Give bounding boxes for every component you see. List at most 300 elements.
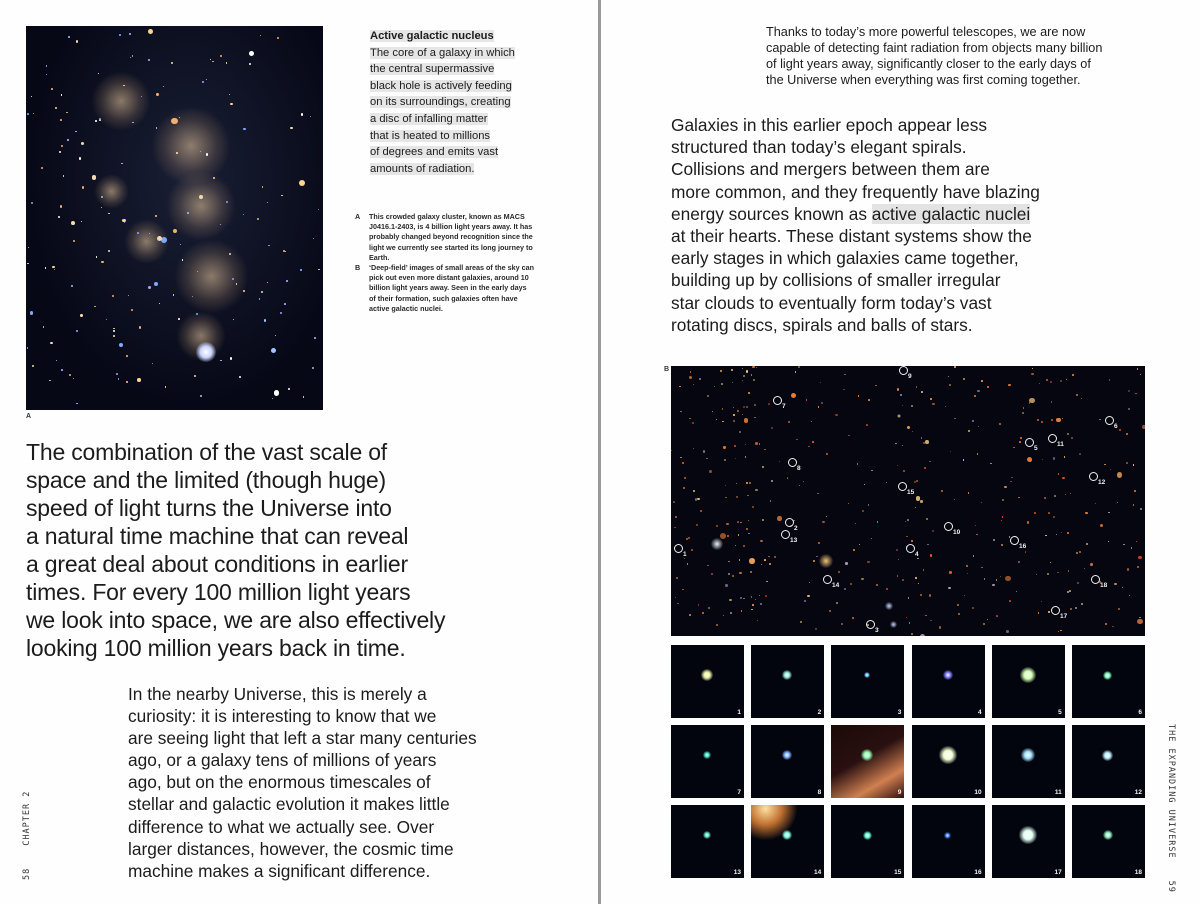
star (99, 118, 101, 120)
star (1008, 384, 1010, 386)
star (996, 615, 998, 617)
thumbnail-number: 16 (974, 869, 982, 876)
star (966, 565, 968, 567)
star (752, 506, 754, 508)
star (1023, 407, 1024, 408)
star (838, 571, 840, 573)
galaxy-core (782, 750, 792, 760)
star (1086, 543, 1088, 545)
galaxy-thumbnail (992, 725, 1065, 798)
thumbnail-number: 14 (813, 869, 822, 876)
star (902, 445, 903, 446)
star (911, 633, 913, 635)
star (777, 516, 781, 520)
star (171, 118, 177, 124)
star (804, 600, 806, 602)
star (941, 490, 943, 492)
glossary-title: Active galactic nucleus (370, 30, 494, 42)
intro-line: capable of detecting faint radiation from objects many billion (766, 41, 1103, 55)
body-text: energy sources known as (671, 203, 872, 224)
star (720, 370, 722, 372)
star (755, 599, 756, 600)
star (1104, 464, 1105, 465)
star (745, 444, 746, 445)
star (55, 107, 57, 109)
body-line: Galaxies in this earlier epoch appear less (671, 115, 988, 135)
star (1062, 418, 1063, 419)
star (743, 406, 745, 408)
star (920, 634, 925, 636)
star (27, 113, 29, 115)
star (886, 588, 888, 590)
star (686, 538, 688, 540)
star (1070, 493, 1071, 494)
star (932, 403, 934, 405)
star (871, 538, 872, 539)
star (50, 342, 52, 344)
body-line: machine makes a significant difference. (128, 860, 431, 881)
star (126, 355, 128, 357)
star (1137, 368, 1138, 369)
thumbnail-number: 10 (974, 789, 982, 796)
star (1060, 630, 1062, 632)
star (916, 480, 918, 482)
thumbnail-number: 1 (737, 709, 741, 716)
star (243, 128, 245, 130)
body-line: larger distances, however, the cosmic time (128, 838, 454, 859)
star (918, 583, 919, 584)
star (967, 573, 968, 574)
star (925, 440, 929, 444)
star (746, 406, 747, 407)
star (905, 521, 907, 523)
glossary-line: amounts of radiation. (370, 162, 475, 175)
page-number: 59 (1166, 880, 1176, 893)
star (1041, 601, 1042, 602)
star (920, 594, 922, 596)
star (684, 477, 686, 479)
galaxy-core (861, 749, 873, 761)
star (737, 521, 739, 523)
galaxy-marker-number: 4 (915, 551, 919, 558)
star (787, 477, 789, 479)
galaxy-thumbnail (751, 725, 824, 798)
star (101, 261, 103, 263)
star (716, 624, 718, 626)
star (1133, 504, 1134, 505)
star (1067, 433, 1069, 435)
star (1058, 631, 1060, 633)
star (712, 411, 713, 412)
star (680, 411, 681, 412)
star (848, 435, 849, 436)
star (1084, 568, 1085, 569)
star (733, 420, 735, 422)
star (911, 405, 913, 407)
star (702, 612, 704, 614)
star (1006, 630, 1008, 632)
star (791, 393, 796, 398)
star (720, 533, 726, 539)
star (844, 374, 845, 375)
star (54, 269, 55, 270)
glossary-highlight: active galactic nuclei (871, 203, 1031, 224)
galaxy-marker-circle (899, 366, 908, 375)
star (741, 610, 743, 612)
star (52, 266, 54, 268)
star (734, 445, 736, 447)
figure-a-label: A (26, 413, 32, 420)
star (1068, 570, 1069, 571)
star (695, 498, 697, 500)
star (81, 221, 82, 222)
star (800, 621, 802, 623)
star (1138, 556, 1142, 560)
star (285, 251, 286, 252)
star (733, 414, 735, 416)
star (759, 443, 761, 445)
galaxy (897, 414, 901, 418)
star (1056, 534, 1057, 535)
star (60, 119, 62, 121)
star (675, 516, 677, 518)
star (795, 371, 797, 373)
star (196, 313, 198, 315)
intro-paragraph (766, 24, 1151, 88)
thumbnail-number: 7 (737, 789, 741, 796)
star (876, 584, 878, 586)
star (877, 521, 878, 522)
star (272, 398, 273, 399)
star (687, 563, 689, 565)
star (264, 319, 266, 321)
star (1046, 379, 1048, 381)
star (977, 453, 979, 455)
star (1054, 495, 1056, 497)
star (820, 382, 821, 383)
star (735, 458, 737, 460)
star (32, 365, 34, 367)
galaxy-thumbnail (671, 725, 744, 798)
page-number: 58 (22, 867, 32, 880)
star (911, 540, 913, 542)
star (1042, 459, 1043, 460)
galaxy-thumbnail (912, 645, 985, 718)
star (902, 405, 903, 406)
star (1050, 381, 1052, 383)
star (751, 374, 753, 376)
star (318, 269, 320, 271)
star (1067, 532, 1069, 534)
star (1010, 481, 1011, 482)
star (992, 584, 994, 586)
star (1061, 532, 1062, 533)
star (764, 449, 765, 450)
star (836, 602, 838, 604)
star (689, 376, 693, 380)
thumbnail-number: 17 (1054, 869, 1062, 876)
star (156, 93, 158, 95)
galaxy-marker-number: 10 (953, 529, 961, 536)
star (76, 40, 78, 42)
star (165, 386, 167, 388)
star (148, 59, 150, 61)
star (212, 61, 214, 63)
star (1067, 591, 1069, 593)
star (180, 244, 181, 245)
star (1062, 477, 1064, 479)
star (691, 549, 693, 551)
star (58, 216, 60, 218)
star (993, 539, 995, 541)
star (853, 549, 855, 551)
galaxy-thumbnail (1072, 645, 1145, 718)
star (898, 559, 900, 561)
star (61, 94, 62, 95)
star (1136, 541, 1137, 542)
star (46, 74, 48, 76)
lead-paragraph (26, 438, 546, 662)
body-line: In the nearby Universe, this is merely a (128, 684, 427, 704)
star (954, 499, 955, 500)
glossary-line: of degrees and emits vast (370, 146, 499, 159)
star (696, 524, 698, 526)
star (81, 142, 84, 145)
star (257, 218, 259, 220)
body-line: early stages in which galaxies came together, (671, 248, 1019, 269)
star (693, 384, 694, 385)
star (752, 604, 754, 606)
star (724, 459, 726, 461)
star (708, 607, 710, 609)
caption-letter: B (355, 263, 361, 273)
star (987, 386, 989, 388)
star (907, 519, 909, 521)
star (844, 588, 846, 590)
star (848, 503, 849, 504)
star (766, 581, 767, 582)
star (728, 573, 729, 574)
star (753, 379, 755, 381)
galaxy-marker-number: 11 (1057, 441, 1064, 448)
galaxy-core (701, 669, 713, 681)
star (983, 623, 985, 625)
star (113, 335, 115, 337)
star (964, 595, 966, 597)
star (82, 186, 84, 188)
star (976, 534, 977, 535)
star (981, 567, 982, 568)
star (748, 533, 749, 534)
galaxy (885, 602, 893, 610)
star (108, 250, 110, 252)
star (868, 504, 869, 505)
star (1099, 419, 1100, 420)
star (950, 451, 951, 452)
star (233, 319, 235, 321)
galaxy-thumbnail (671, 805, 744, 878)
star (132, 122, 133, 123)
star (27, 347, 28, 348)
star (736, 483, 737, 484)
star (743, 598, 744, 599)
lead-line: times. For every 100 million light years (26, 579, 411, 605)
star (1114, 583, 1116, 585)
star (157, 236, 162, 241)
star (912, 431, 913, 432)
intro-line: Thanks to today’s more powerful telescopes, we are now (766, 25, 1086, 39)
star (113, 330, 115, 332)
star (152, 363, 153, 364)
star (871, 470, 872, 471)
star (33, 113, 34, 114)
star (1128, 390, 1130, 392)
star (821, 402, 823, 404)
star (79, 157, 81, 159)
star (1022, 412, 1024, 414)
star (929, 594, 931, 596)
star (716, 419, 717, 420)
star (119, 343, 123, 347)
star (675, 597, 676, 598)
body-line: stellar and galactic evolution it makes little (128, 794, 450, 815)
star (31, 96, 32, 97)
star (1065, 494, 1066, 495)
star (886, 482, 887, 483)
star (300, 269, 301, 270)
star (318, 209, 319, 210)
star (173, 229, 177, 233)
glossary-line: on its surroundings, creating (370, 96, 511, 109)
galaxy-core (943, 670, 953, 680)
star (67, 139, 68, 140)
star (855, 523, 856, 524)
galaxy-thumbnail (992, 805, 1065, 878)
star (996, 579, 997, 580)
star (829, 610, 831, 612)
galaxy-marker-circle (674, 544, 683, 553)
body-line: star clouds to eventually form today’s vast (671, 292, 992, 313)
star (1053, 516, 1055, 518)
star (61, 369, 63, 371)
glossary-line: the central supermassive (370, 63, 495, 76)
star (1075, 607, 1077, 609)
star (981, 380, 983, 382)
star (61, 145, 63, 147)
star (859, 544, 860, 545)
glossary-line: that is heated to millions (370, 129, 491, 142)
star (27, 263, 29, 265)
star (732, 382, 733, 383)
star (41, 167, 43, 169)
star (1109, 379, 1111, 381)
star (929, 461, 930, 462)
star (716, 525, 718, 527)
star (826, 453, 828, 455)
star (963, 378, 965, 380)
star (822, 521, 824, 523)
star (748, 520, 749, 521)
star (1037, 419, 1039, 421)
star (722, 421, 723, 422)
star (968, 492, 969, 493)
star (835, 414, 837, 416)
star (1069, 590, 1071, 592)
star (1085, 512, 1087, 514)
star (1001, 520, 1002, 521)
star (1031, 373, 1033, 375)
star (28, 247, 29, 248)
star (817, 493, 819, 495)
star (709, 470, 711, 472)
star (932, 530, 934, 532)
star (277, 37, 279, 39)
star (987, 619, 988, 620)
star (1011, 477, 1013, 479)
star (1039, 383, 1040, 384)
star (930, 620, 932, 622)
body-line: are seeing light that left a star many centuries (128, 728, 477, 749)
star (267, 202, 268, 203)
star (1041, 421, 1043, 423)
star (60, 205, 62, 207)
star (921, 437, 923, 439)
star (957, 604, 959, 606)
star (769, 563, 771, 565)
star (1072, 374, 1074, 376)
star (729, 599, 731, 601)
star (735, 545, 736, 546)
galaxy-marker-circle (785, 518, 794, 527)
galaxy-thumbnail-grid (671, 645, 1145, 878)
star (262, 186, 264, 188)
star (1126, 462, 1128, 464)
star (750, 571, 752, 573)
galaxy-marker-circle (788, 458, 797, 467)
star (210, 59, 211, 60)
star (923, 569, 925, 571)
star (809, 582, 810, 583)
galaxy-core (1020, 667, 1036, 683)
galaxy-core (1019, 826, 1037, 844)
intro-line: of light years away, significantly closer to the early days of (766, 57, 1091, 71)
galaxy-marker-number: 9 (908, 373, 912, 380)
star (116, 373, 118, 375)
star (281, 195, 283, 197)
star (742, 414, 743, 415)
star (755, 489, 757, 491)
star (230, 357, 232, 359)
galaxy-core (864, 672, 870, 678)
galaxy (890, 621, 897, 628)
body-line: Collisions and mergers between them are (671, 159, 990, 180)
star (707, 395, 709, 397)
star (726, 523, 728, 525)
star (1038, 612, 1040, 614)
star (69, 374, 71, 376)
star (1131, 547, 1133, 549)
star (915, 577, 916, 578)
star (755, 442, 757, 444)
star (1108, 512, 1110, 514)
star (977, 390, 979, 392)
star (1117, 502, 1118, 503)
star (939, 626, 941, 628)
star (137, 232, 139, 234)
star (1060, 380, 1062, 382)
star (866, 424, 868, 426)
star (771, 480, 773, 482)
